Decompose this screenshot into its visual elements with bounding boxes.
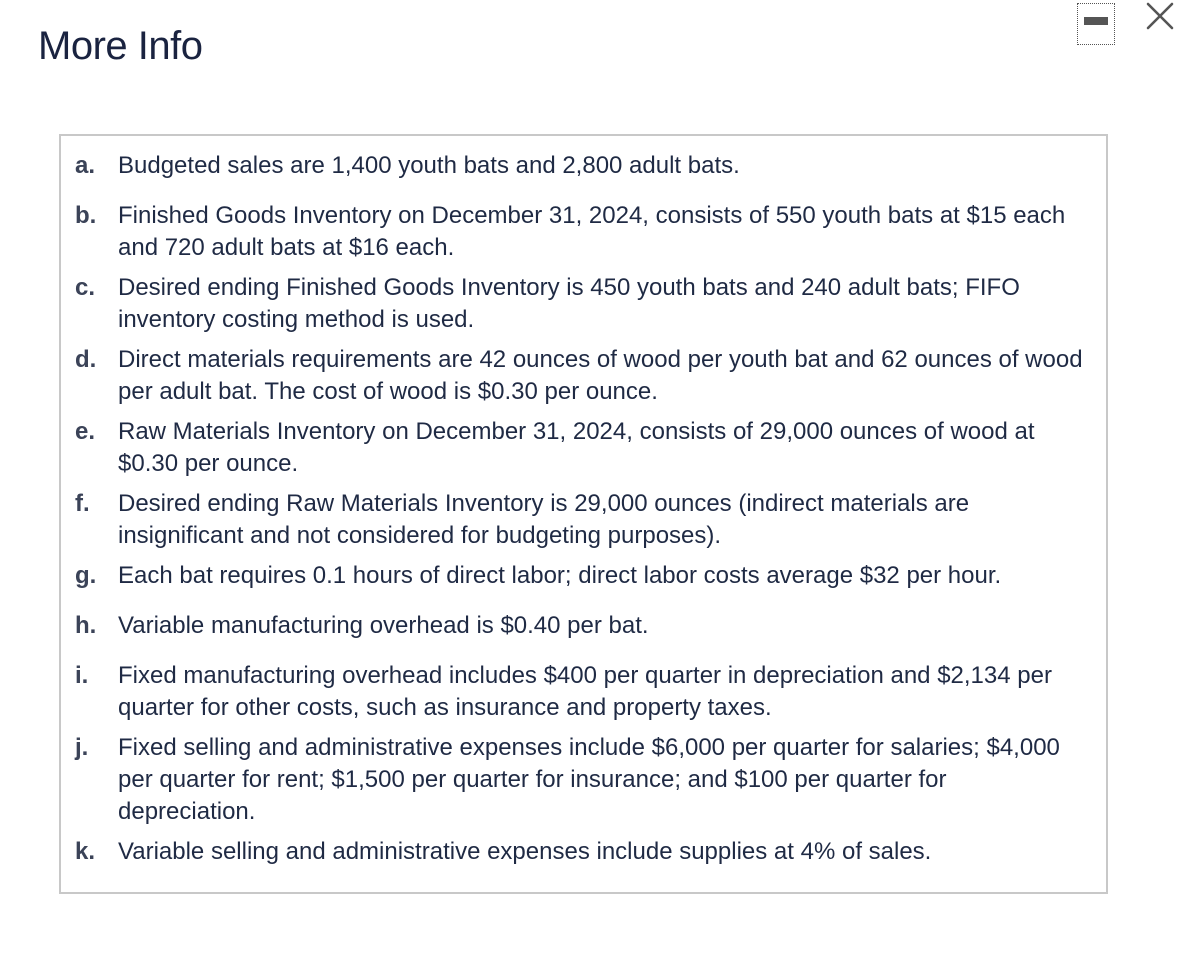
item-text: Budgeted sales are 1,400 youth bats and 2,800 adult bats. — [118, 152, 740, 179]
window-title: More Info — [38, 24, 203, 68]
info-item-d — [61, 344, 1106, 408]
item-letter: e. — [75, 418, 96, 445]
item-text: Direct materials requirements are 42 ounces of wood per youth bat and 62 ounces of wood per adult bat. The cost of wood is $0.30 per ounce. — [118, 346, 1083, 405]
item-text: Each bat requires 0.1 hours of direct labor; direct labor costs average $32 per hour. — [118, 562, 1002, 589]
item-letter: c. — [75, 274, 96, 301]
minimize-icon — [1084, 17, 1108, 25]
info-item-i — [61, 660, 1106, 724]
item-letter: a. — [75, 152, 96, 179]
info-item-c — [61, 272, 1106, 336]
item-letter: b. — [75, 202, 97, 229]
info-item-g — [61, 560, 1106, 592]
item-letter: h. — [75, 612, 97, 639]
item-text: Variable manufacturing overhead is $0.40 per bat. — [118, 612, 649, 639]
item-text: Desired ending Finished Goods Inventory is 450 youth bats and 240 adult bats; FIFO inventory costing method is used. — [118, 274, 1020, 333]
info-item-e — [61, 416, 1106, 480]
info-item-j — [61, 732, 1106, 828]
info-item-f — [61, 488, 1106, 552]
item-text: Fixed selling and administrative expenses include $6,000 per quarter for salaries; $4,000 per quarter for rent; $1,500 per quarter for insurance; and $100 per quarter for depreciation. — [118, 734, 1060, 825]
info-item-b — [61, 200, 1106, 264]
info-item-h — [61, 610, 1106, 642]
item-letter: f. — [75, 490, 90, 517]
item-text: Desired ending Raw Materials Inventory is 29,000 ounces (indirect materials are insignificant and not considered for budgeting purposes). — [118, 490, 970, 549]
info-item-a — [61, 150, 1106, 182]
item-letter: g. — [75, 562, 97, 589]
item-letter: d. — [75, 346, 97, 373]
minimize-button[interactable] — [1077, 3, 1115, 45]
item-letter: i. — [75, 662, 89, 689]
item-letter: j. — [75, 734, 89, 761]
info-panel — [59, 134, 1108, 894]
item-text: Fixed manufacturing overhead includes $400 per quarter in depreciation and $2,134 per quarter for other costs, such as insurance and property taxes. — [118, 662, 1052, 721]
close-button[interactable] — [1144, 0, 1176, 32]
item-text: Finished Goods Inventory on December 31, 2024, consists of 550 youth bats at $15 each and 720 adult bats at $16 each. — [118, 202, 1066, 261]
info-item-k — [61, 836, 1106, 868]
item-text: Raw Materials Inventory on December 31, 2024, consists of 29,000 ounces of wood at $0.30 per ounce. — [118, 418, 1035, 477]
item-letter: k. — [75, 838, 96, 865]
close-icon — [1144, 0, 1176, 32]
item-text: Variable selling and administrative expenses include supplies at 4% of sales. — [118, 838, 932, 865]
